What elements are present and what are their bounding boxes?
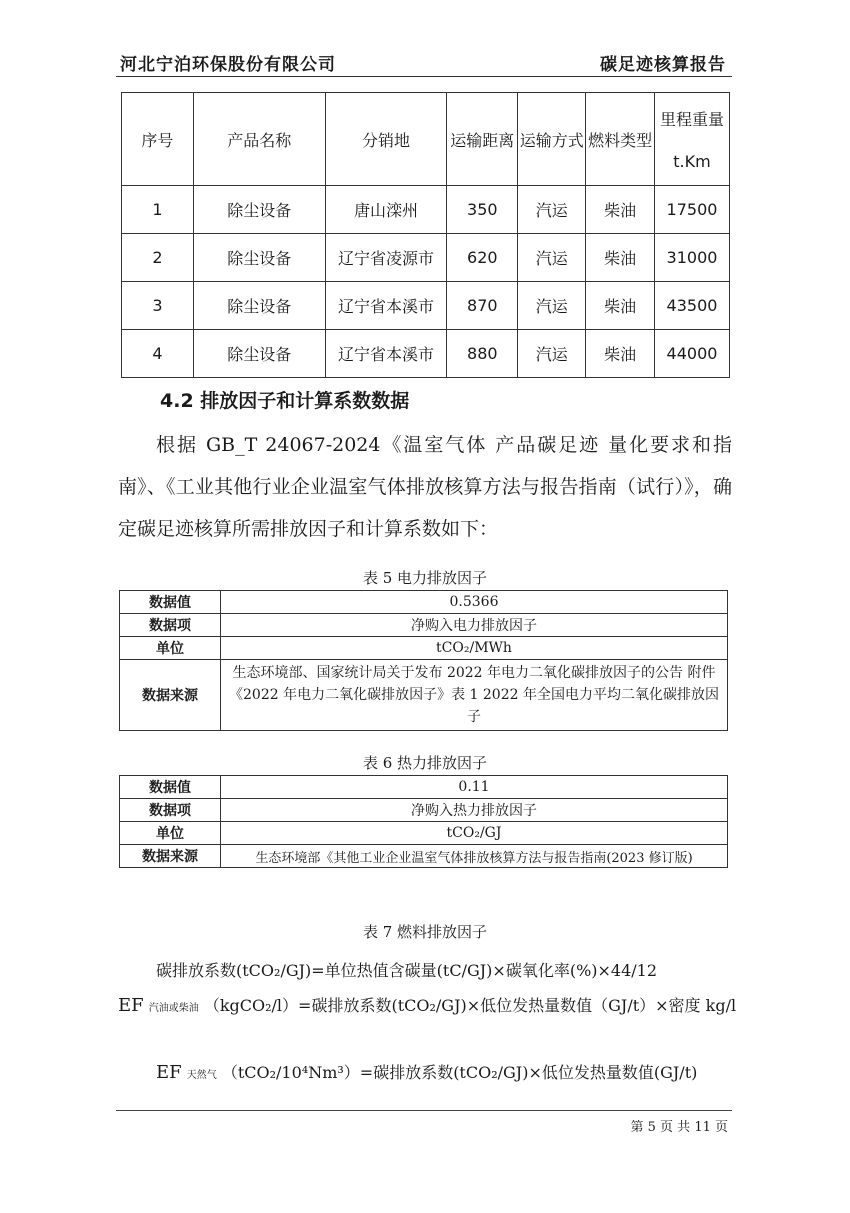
formula-body: （kgCO₂/l）=碳排放系数(tCO₂/GJ)×低位发热量数值（GJ/t）×密度 kg/l — [203, 996, 737, 1015]
mileage-weight-label: 里程重量 — [660, 110, 725, 129]
col-header-mileage-weight — [655, 93, 730, 186]
table-row — [120, 822, 728, 845]
col-header-distance: 运输距离 — [447, 93, 518, 186]
cell: 3 — [122, 282, 194, 330]
heat-factor-table — [119, 775, 728, 868]
cell: 44000 — [655, 330, 730, 378]
report-title: 碳足迹核算报告 — [600, 55, 726, 75]
cell: 43500 — [655, 282, 730, 330]
table-row — [122, 282, 730, 330]
source-cell: 生态环境部、国家统计局关于发布 2022 年电力二氧化碳排放因子的公告 附件《2022 年电力二氧化碳排放因子》表 1 2022 年全国电力平均二氧化碳排放因子 — [221, 660, 728, 731]
formula-body: （tCO₂/10⁴Nm³）=碳排放系数(tCO₂/GJ)×低位发热量数值(GJ/t) — [221, 1063, 698, 1082]
cell: 350 — [447, 186, 518, 234]
row-label: 数据值 — [120, 591, 221, 614]
cell: 870 — [447, 282, 518, 330]
cell: 汽运 — [518, 282, 586, 330]
table-row — [120, 591, 728, 614]
cell: 汽运 — [518, 330, 586, 378]
col-header-index: 序号 — [122, 93, 194, 186]
cell: 柴油 — [586, 234, 655, 282]
cell: 汽运 — [518, 186, 586, 234]
table-row — [120, 776, 728, 799]
item-cell: 净购入热力排放因子 — [221, 799, 728, 822]
table5-caption: 表 5 电力排放因子 — [362, 569, 488, 587]
header-divider — [116, 76, 732, 77]
unit-cell: tCO₂/MWh — [221, 637, 728, 660]
col-header-product: 产品名称 — [193, 93, 325, 186]
row-label: 数据项 — [120, 614, 221, 637]
cell: 除尘设备 — [193, 234, 325, 282]
cell: 31000 — [655, 234, 730, 282]
cell: 辽宁省本溪市 — [325, 282, 447, 330]
mileage-weight-unit: t.Km — [673, 152, 711, 171]
col-header-fuel: 燃料类型 — [586, 93, 655, 186]
source-cell: 生态环境部《其他工业企业温室气体排放核算方法与报告指南(2023 修订版) — [221, 845, 728, 868]
value-cell: 0.5366 — [221, 591, 728, 614]
table-row — [120, 799, 728, 822]
table-row — [122, 186, 730, 234]
cell: 除尘设备 — [193, 330, 325, 378]
ef-symbol: EF — [118, 995, 144, 1016]
cell: 4 — [122, 330, 194, 378]
cell: 柴油 — [586, 186, 655, 234]
cell: 620 — [447, 234, 518, 282]
col-header-destination: 分销地 — [325, 93, 447, 186]
ef-symbol: EF — [156, 1062, 182, 1083]
cell: 17500 — [655, 186, 730, 234]
cell: 除尘设备 — [193, 282, 325, 330]
ef-subscript: 天然气 — [186, 1070, 217, 1081]
cell: 唐山滦州 — [325, 186, 447, 234]
cell: 辽宁省本溪市 — [325, 330, 447, 378]
formula-carbon-coefficient: 碳排放系数(tCO₂/GJ)=单位热值含碳量(tC/GJ)×碳氧化率(%)×44/12 — [156, 961, 658, 980]
table-header-row — [122, 93, 730, 186]
col-header-mode: 运输方式 — [518, 93, 586, 186]
row-label: 数据项 — [120, 799, 221, 822]
table-row — [120, 637, 728, 660]
cell: 2 — [122, 234, 194, 282]
row-label: 数据来源 — [120, 845, 221, 868]
page-number: 第 5 页 共 11 页 — [630, 1120, 728, 1135]
table6-caption: 表 6 热力排放因子 — [362, 754, 488, 772]
row-label: 数据来源 — [120, 660, 221, 731]
ef-subscript: 汽油或柴油 — [148, 1003, 199, 1014]
cell: 柴油 — [586, 330, 655, 378]
table7-caption: 表 7 燃料排放因子 — [362, 923, 488, 941]
cell: 除尘设备 — [193, 186, 325, 234]
row-label: 单位 — [120, 822, 221, 845]
intro-paragraph: 根据 GB_T 24067-2024《温室气体 产品碳足迹 量化要求和指南》、《工业其他行业企业温室气体排放核算方法与报告指南（试行）》，确定碳足迹核算所需排放因子和计算系数如下： — [118, 434, 732, 540]
cell: 辽宁省凌源市 — [325, 234, 447, 282]
cell: 880 — [447, 330, 518, 378]
company-name: 河北宁泊环保股份有限公司 — [120, 55, 336, 75]
footer-divider — [116, 1110, 732, 1111]
table-row — [122, 330, 730, 378]
formula-ef-gas — [118, 1060, 738, 1083]
row-label: 单位 — [120, 637, 221, 660]
cell: 汽运 — [518, 234, 586, 282]
transport-table — [121, 92, 730, 378]
table-row — [120, 614, 728, 637]
formula-ef-oil — [118, 990, 738, 1025]
item-cell: 净购入电力排放因子 — [221, 614, 728, 637]
electricity-factor-table — [119, 590, 728, 731]
cell: 1 — [122, 186, 194, 234]
cell: 柴油 — [586, 282, 655, 330]
row-label: 数据值 — [120, 776, 221, 799]
value-cell: 0.11 — [221, 776, 728, 799]
unit-cell: tCO₂/GJ — [221, 822, 728, 845]
section-title: 4.2 排放因子和计算系数数据 — [160, 390, 410, 412]
table-row — [120, 660, 728, 731]
table-row — [120, 845, 728, 868]
table-row — [122, 234, 730, 282]
